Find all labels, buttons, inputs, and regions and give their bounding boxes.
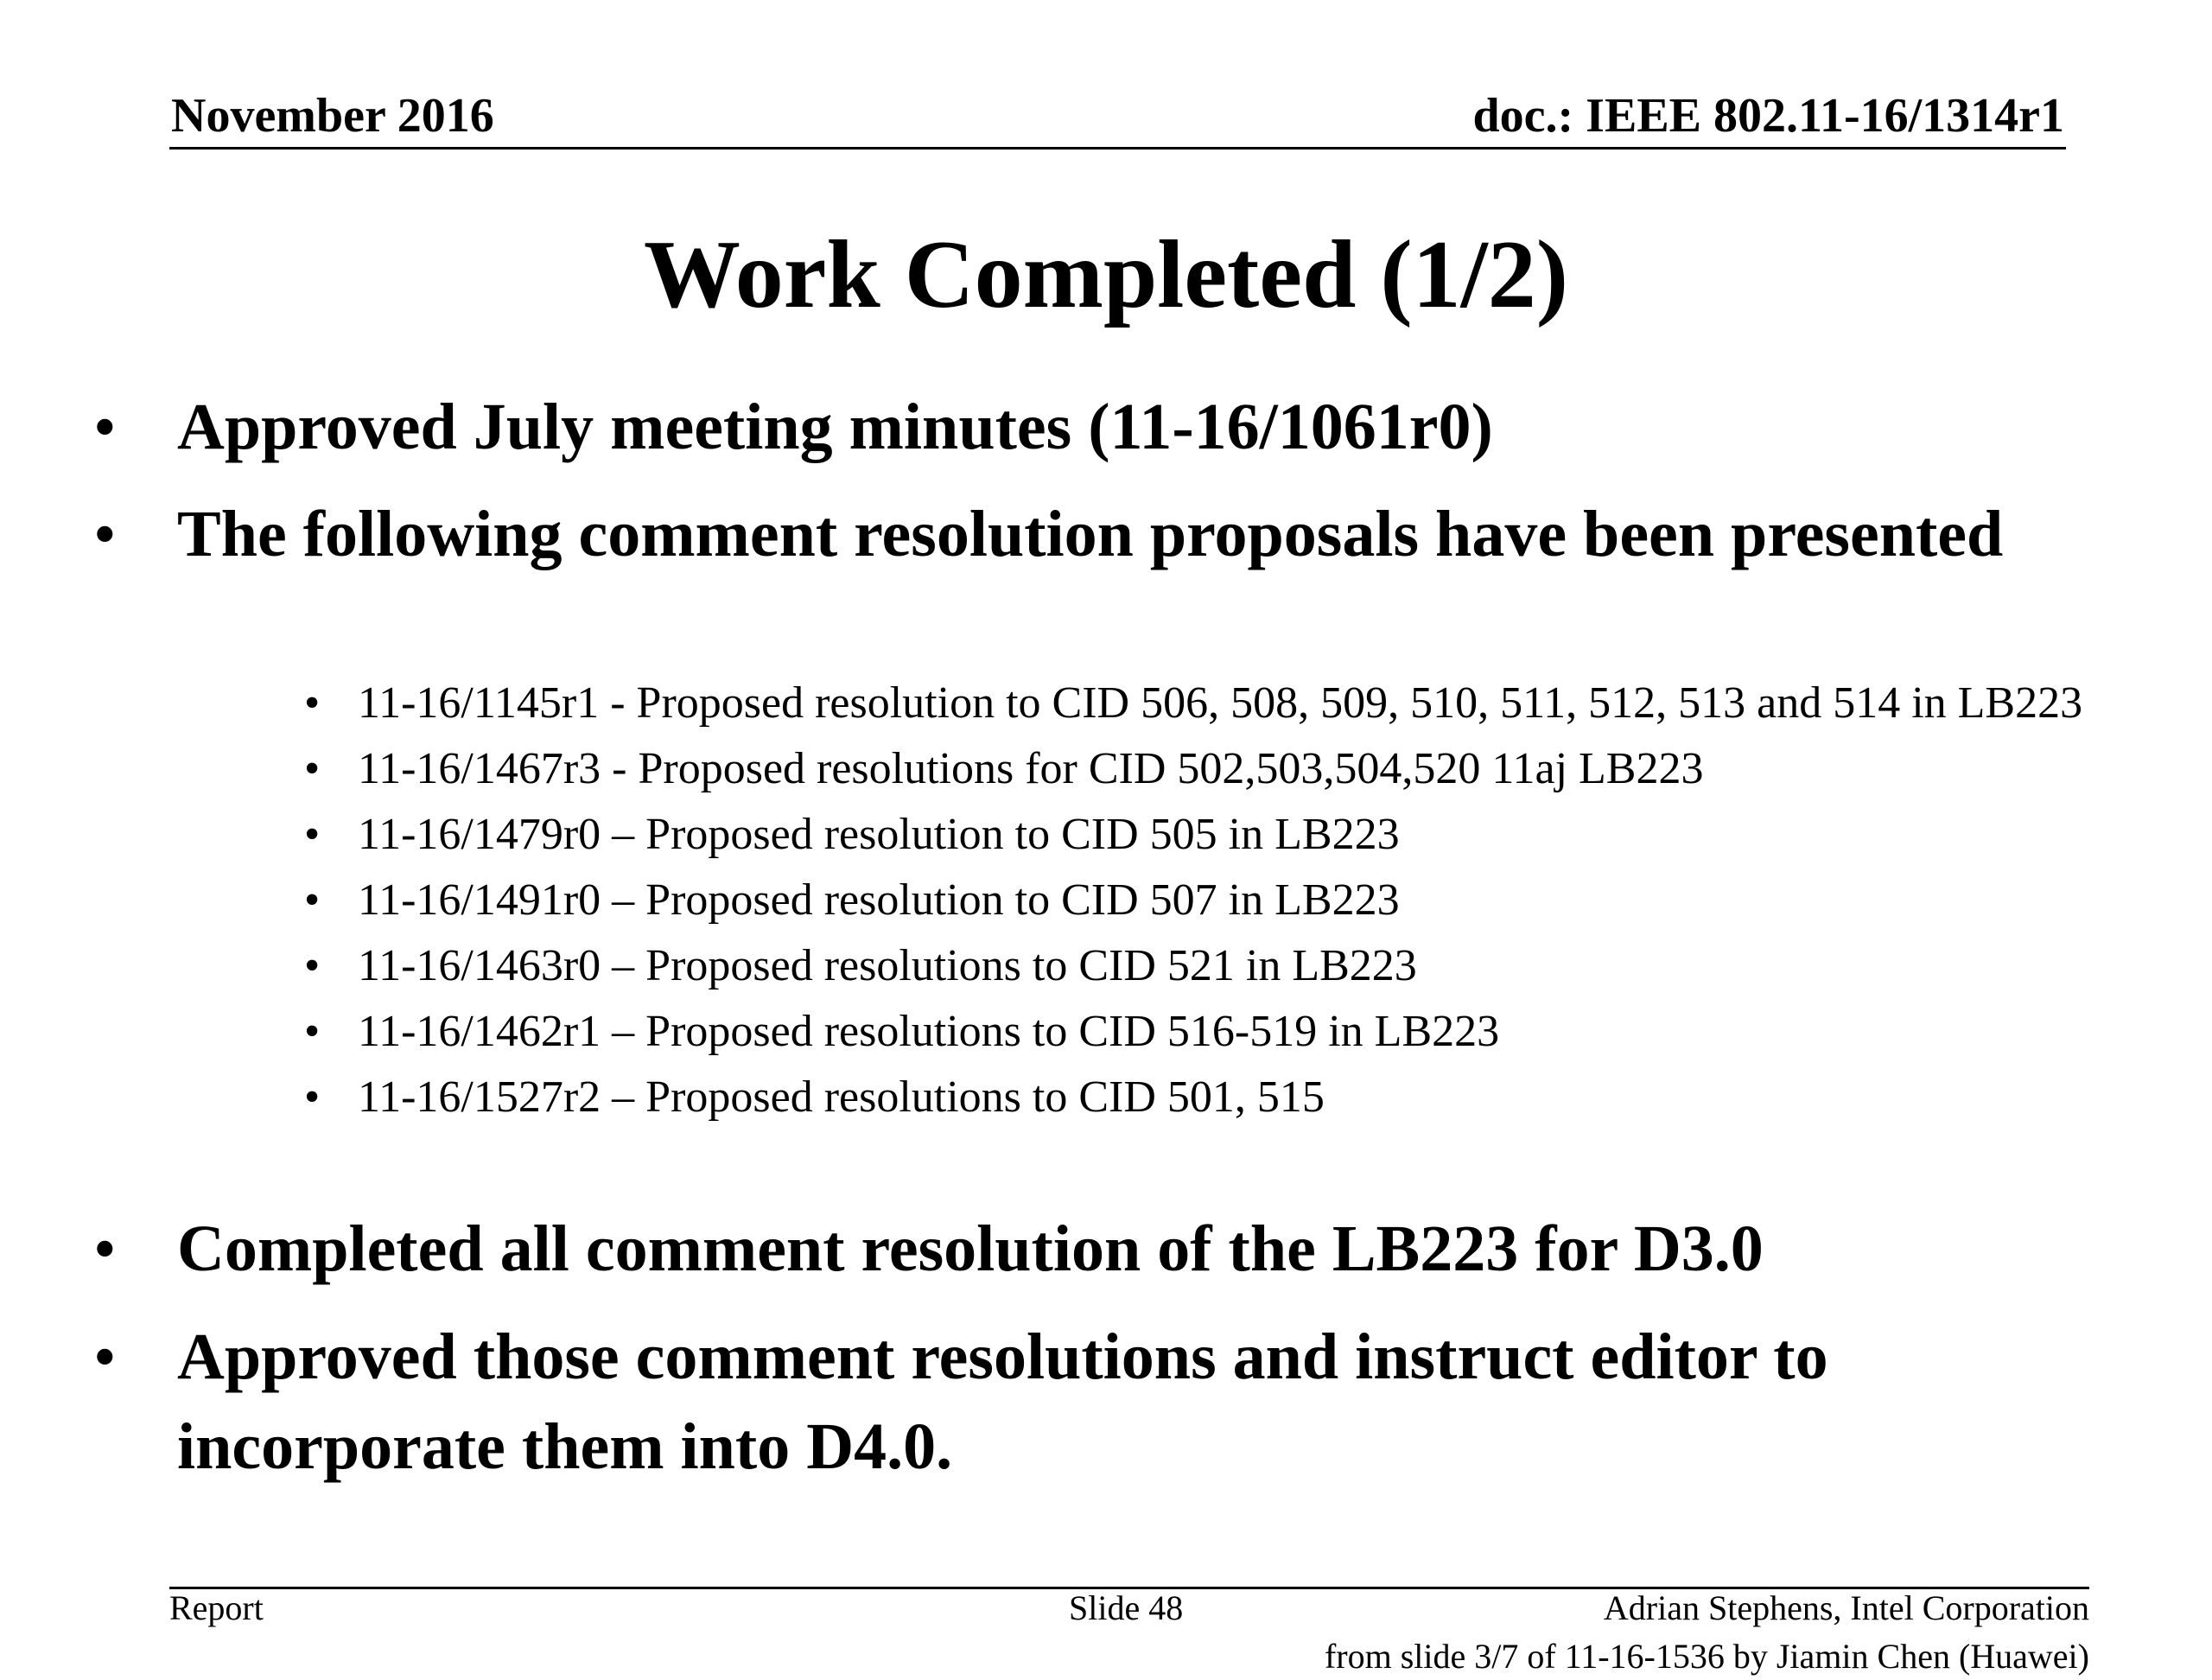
sub-bullet-item <box>304 1005 2155 1059</box>
sub-bullet-item <box>304 1071 2155 1124</box>
header-doc-id: doc.: IEEE 802.11-16/1314r1 <box>1472 89 2064 143</box>
bullet-item <box>93 489 2130 579</box>
bullet-text: Completed all comment resolution of the LB223 for D3.0 <box>177 1212 1764 1285</box>
sub-bullet-text: 11-16/1479r0 – Proposed resolution to CID 505 in LB223 <box>358 810 1400 859</box>
sub-bullet-dot-icon: • <box>304 875 321 925</box>
bullet-dot-icon: • <box>93 391 117 463</box>
sub-bullet-item <box>304 939 2155 993</box>
sub-bullet-text: 11-16/1491r0 – Proposed resolution to CID 507 in LB223 <box>358 875 1400 925</box>
sub-bullet-text: 11-16/1145r1 - Proposed resolution to CID 506, 508, 509, 510, 511, 512, 513 and 514 in LB223 <box>358 678 2083 728</box>
sub-bullet-text: 11-16/1467r3 - Proposed resolutions for CID 502,503,504,520 11aj LB223 <box>358 744 1704 793</box>
header-date: November 2016 <box>171 89 494 143</box>
slide-number: Slide 48 <box>1069 1588 1184 1627</box>
footer-label: Report <box>169 1588 264 1627</box>
sub-bullet-dot-icon: • <box>304 1007 321 1056</box>
sub-bullet-dot-icon: • <box>304 810 321 859</box>
sub-bullet-item <box>304 808 2155 862</box>
bullet-item <box>93 1204 2130 1294</box>
sub-bullet-list <box>304 677 2155 1136</box>
bullet-item <box>93 382 2130 472</box>
bullet-item <box>93 1312 2130 1492</box>
sub-bullet-text: 11-16/1527r2 – Proposed resolutions to CID 501, 515 <box>358 1072 1325 1122</box>
slide-title: Work Completed (1/2) <box>643 221 1569 328</box>
sub-bullet-text: 11-16/1462r1 – Proposed resolutions to CID 516-519 in LB223 <box>358 1007 1500 1056</box>
sub-bullet-item <box>304 874 2155 927</box>
sub-bullet-dot-icon: • <box>304 1072 321 1122</box>
sub-bullet-dot-icon: • <box>304 678 321 728</box>
bullet-text: Approved July meeting minutes (11-16/1061r0) <box>177 391 1493 463</box>
slide-header <box>169 85 2066 150</box>
sub-bullet-dot-icon: • <box>304 744 321 793</box>
bullet-dot-icon: • <box>93 498 117 570</box>
bullet-text: The following comment resolution proposals have been presented <box>177 498 2004 570</box>
bullet-text: Approved those comment resolutions and instruct editor to incorporate them into D4.0. <box>177 1320 1828 1483</box>
sub-bullet-item <box>304 742 2155 796</box>
sub-bullet-item <box>304 677 2155 730</box>
source-note: from slide 3/7 of 11-16-1536 by Jiamin Chen (Huawei) <box>1324 1637 2089 1676</box>
sub-bullet-dot-icon: • <box>304 941 321 990</box>
footer-author: Adrian Stephens, Intel Corporation <box>1603 1588 2089 1627</box>
bullet-dot-icon: • <box>93 1212 117 1285</box>
bullet-dot-icon: • <box>93 1320 117 1393</box>
sub-bullet-text: 11-16/1463r0 – Proposed resolutions to CID 521 in LB223 <box>358 941 1417 990</box>
